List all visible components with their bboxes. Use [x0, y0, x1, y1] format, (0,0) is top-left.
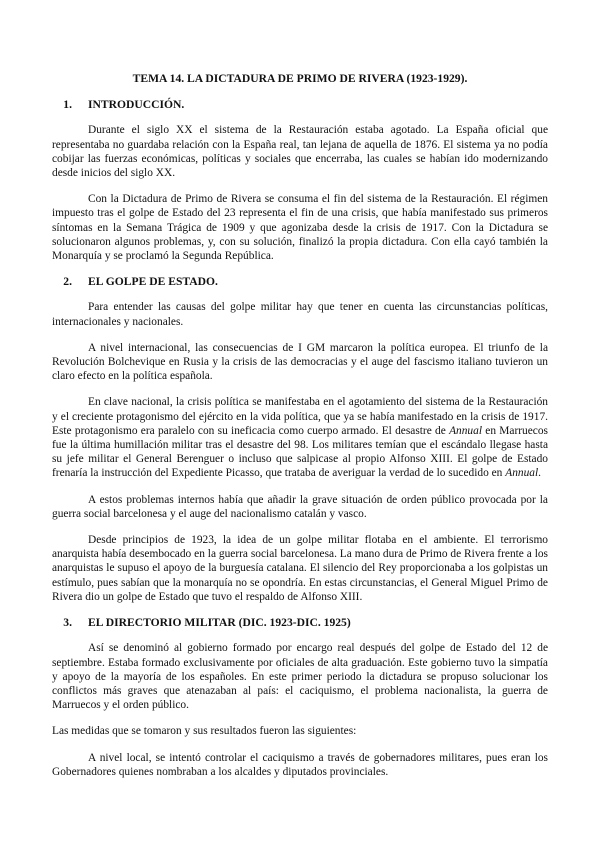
paragraph-clave-nacional: [52, 395, 548, 480]
section-heading-directorio-militar: [52, 616, 548, 630]
text-run: En clave nacional, la crisis política se manifestaba en el agotamiento del sistema de la Restauración y el creciente protagonismo del ejército en la vida política, que ya se había manifestado en la crisis de 1917. Este protagonismo era paralelo con su ineficacia como cuerpo armado. El desastre de: [52, 396, 548, 437]
section-title: EL GOLPE DE ESTADO.: [88, 275, 218, 289]
section-heading-introduccion: [52, 98, 548, 112]
section-title: INTRODUCCIÓN.: [88, 98, 185, 112]
paragraph: Las medidas que se tomaron y sus resultados fueron las siguientes:: [52, 725, 357, 738]
section-number: 2.: [63, 275, 72, 289]
section-heading-golpe-de-estado: [52, 275, 548, 289]
section-title: EL DIRECTORIO MILITAR (DIC. 1923-DIC. 1925): [88, 616, 351, 630]
section-number: 3.: [63, 616, 72, 630]
italic-annual: Annual: [449, 424, 482, 437]
section-number: 1.: [63, 98, 72, 112]
italic-annual: Annual: [505, 467, 539, 480]
paragraph: Con la Dictadura de Primo de Rivera se consuma el fin del sistema de la Restauración. El régimen impuesto tras el golpe de Estado del 23 representa el fin de una crisis, que había manifestado sus primeros síntomas en la Semana Trágica de 1909 y que agonizaba desde la crisis de 1917. Con la Dictadura se solucionaron algunos problemas, y, con su solución, finalizó la propia dictadura. Con ella cayó también la Monarquía y se proclamó la Segunda República.: [52, 193, 548, 263]
paragraph: Así se denominó al gobierno formado por encargo real después del golpe de Estado del 12 de septiembre. Estaba formado exclusivamente por oficiales de alta graduación. Este gobierno tuvo la simpatía y apoyo de la mayoría de los españoles. En este primer periodo la dictadura se propuso solucionar los conflictos más graves que atenazaban al país: el caciquismo, el problema nacionalista, la guerra de Marruecos y el orden público.: [52, 642, 548, 712]
paragraph: Desde principios de 1923, la idea de un golpe militar flotaba en el ambiente. El terrorismo anarquista había desembocado en la guerra social barcelonesa. La mano dura de Primo de Rivera frente a los anarquistas le supuso el apoyo de la burguesía catalana. El silencio del Rey proporcionaba a los golpistas un estímulo, pues sabían que la monarquía no se opondría. En estas circunstancias, el General Miguel Primo de Rivera dio un golpe de Estado que tuvo el respaldo de Alfonso XIII.: [52, 534, 548, 603]
paragraph: Para entender las causas del golpe militar hay que tener en cuenta las circunstancias políticas, internacionales y nacionales.: [52, 301, 548, 328]
paragraph: A nivel local, se intentó controlar el caciquismo a través de gobernadores militares, pues eran los Gobernadores quienes nombraban a los alcaldes y diputados provinciales.: [52, 751, 548, 778]
document-title: TEMA 14. LA DICTADURA DE PRIMO DE RIVERA (1923-1929).: [132, 72, 468, 85]
text-run: .: [538, 467, 541, 480]
paragraph: A estos problemas internos había que añadir la grave situación de orden público provocada por la guerra social barcelonesa y el auge del nacionalismo catalán y vasco.: [52, 493, 548, 520]
text-run: en Marruecos fue la última humillación militar tras el desastre del 98. Los militares temían que el escándalo llegase hasta su jefe militar el General Berenguer o incluso que salpicase al propio Alfonso XIII. El golpe de Estado frenaría la instrucción del Expediente Picasso, que trataba de averiguar la verdad de lo sucedido en: [52, 424, 548, 480]
paragraph: A nivel internacional, las consecuencias de I GM marcaron la política europea. El triunfo de la Revolución Bolchevique en Rusia y la crisis de las democracias y el auge del fascismo italiano tuvieron un claro efecto en la política española.: [52, 341, 548, 383]
paragraph: Durante el siglo XX el sistema de la Restauración estaba agotado. La España oficial que representaba no guardaba relación con la España real, tan lejana de aquella de 1876. El sistema ya no podía cobijar las fuerzas económicas, políticas y sociales que encerraba, las cuales se habían ido modernizando desde inicios del siglo XX.: [52, 124, 548, 180]
